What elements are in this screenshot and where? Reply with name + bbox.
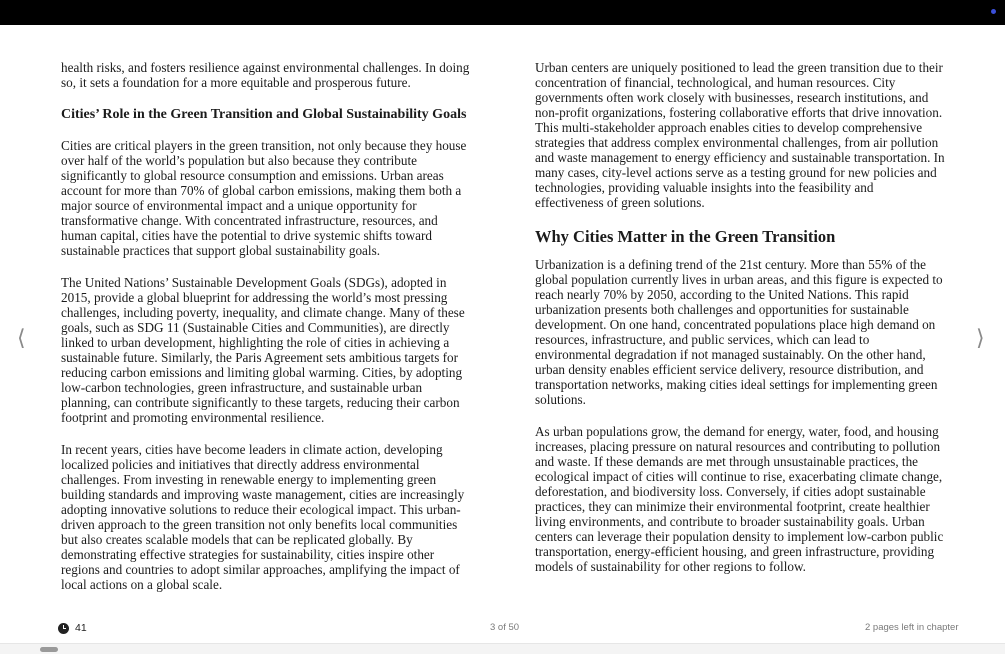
- next-page-button[interactable]: ⟩: [976, 326, 985, 351]
- page-indicator: 3 of 50: [490, 622, 520, 633]
- paragraph: In recent years, cities have become leaders in climate action, developing localized policies and initiatives that directly address environmental challenges. From investing in renewable energy to implementing green building standards and improving waste management, cities are increasingly adopting innovative solutions to reduce their ecological impact. This urban-driven approach to the green transition not only benefits local communities but also creates scalable models that can be replicated globally. By demonstrating effective strategies for sustainability, cities inspire other regions and countries to adopt similar approaches, amplifying the impact of local actions on a global scale.: [61, 442, 465, 592]
- paragraph: Urban centers are uniquely positioned to lead the green transition due to their concentration of financial, technological, and human resources. City governments often work closely with businesses, research institutions, and non-profit organizations, fostering collaborative efforts that drive innovation. This multi-stakeholder approach enables cities to develop comprehensive strategies that address complex environmental challenges, from air pollution and waste management to energy efficiency and sustainable transportation. In many cases, city-level actions serve as a testing ground for new policies and technologies, providing valuable insights into the feasibility and effectiveness of green solutions.: [535, 60, 945, 210]
- section-heading: Why Cities Matter in the Green Transition: [535, 227, 836, 246]
- paragraph: As urban populations grow, the demand for energy, water, food, and housing increases, placing pressure on natural resources and contributing to pollution and waste. If these demands are met through unsustainable practices, the ecological impact of cities will continue to rise, exacerbating climate change, deforestation, and biodiversity loss. Conversely, if cities adopt sustainable practices, they can minimize their environmental footprint, create healthier living environments, and contribute to broader sustainability goals. Urban centers can leverage their population density to implement low-carbon public transportation, energy-efficient housing, and green infrastructure, providing models of sustainability for other regions to follow.: [535, 424, 944, 574]
- left-page: [61, 60, 471, 609]
- paragraph: The United Nations’ Sustainable Development Goals (SDGs), adopted in 2015, provide a global blueprint for addressing the world’s most pressing challenges, including poverty, inequality, and climate change. Many of these goals, such as SDG 11 (Sustainable Cities and Communities), are directly linked to urban development, highlighting the role of cities in achieving a sustainable future. Similarly, the Paris Agreement sets ambitious targets for reducing carbon emissions and limiting global warming. Cities, by adopting low-carbon technologies, green infrastructure, and sustainable urban planning, can contribute significantly to these targets, reducing their carbon footprint and promoting environmental resilience.: [61, 275, 465, 425]
- chapter-remaining: 2 pages left in chapter: [865, 622, 959, 633]
- scrollbar-thumb[interactable]: [40, 647, 58, 652]
- horizontal-scrollbar[interactable]: [0, 643, 1005, 654]
- title-bar: [0, 0, 1005, 25]
- paragraph: Cities are critical players in the green transition, not only because they house over half of the world’s population but also because they contribute significantly to global resource consumption and emissions. Urban areas account for more than 70% of global carbon emissions, making them both a major source of environmental impact and a unique opportunity for transformative change. With concentrated infrastructure, resources, and human capital, cities have the potential to drive systemic shifts toward sustainable practices that support global sustainability goals.: [61, 138, 467, 258]
- reading-time-value: 41: [75, 622, 87, 634]
- reading-time: [58, 622, 87, 634]
- right-page: [535, 60, 945, 591]
- paragraph: health risks, and fosters resilience against environmental challenges. In doing so, it sets a foundation for a more equitable and prosperous future.: [61, 60, 470, 90]
- timer-icon: [58, 623, 69, 634]
- status-dot: [991, 9, 996, 14]
- previous-page-button[interactable]: ⟨: [17, 326, 26, 351]
- section-heading: Cities’ Role in the Green Transition and Global Sustainability Goals: [61, 107, 467, 122]
- paragraph: Urbanization is a defining trend of the 21st century. More than 55% of the global population currently lives in urban areas, and this figure is expected to reach nearly 70% by 2050, according to the United Nations. This rapid urbanization presents both challenges and opportunities for sustainable development. On one hand, concentrated populations place high demand on resources, infrastructure, and public services, which can lead to environmental degradation if not managed sustainably. On the other hand, urban density enables efficient service delivery, resource distribution, and transportation networks, making cities ideal settings for implementing green solutions.: [535, 257, 943, 407]
